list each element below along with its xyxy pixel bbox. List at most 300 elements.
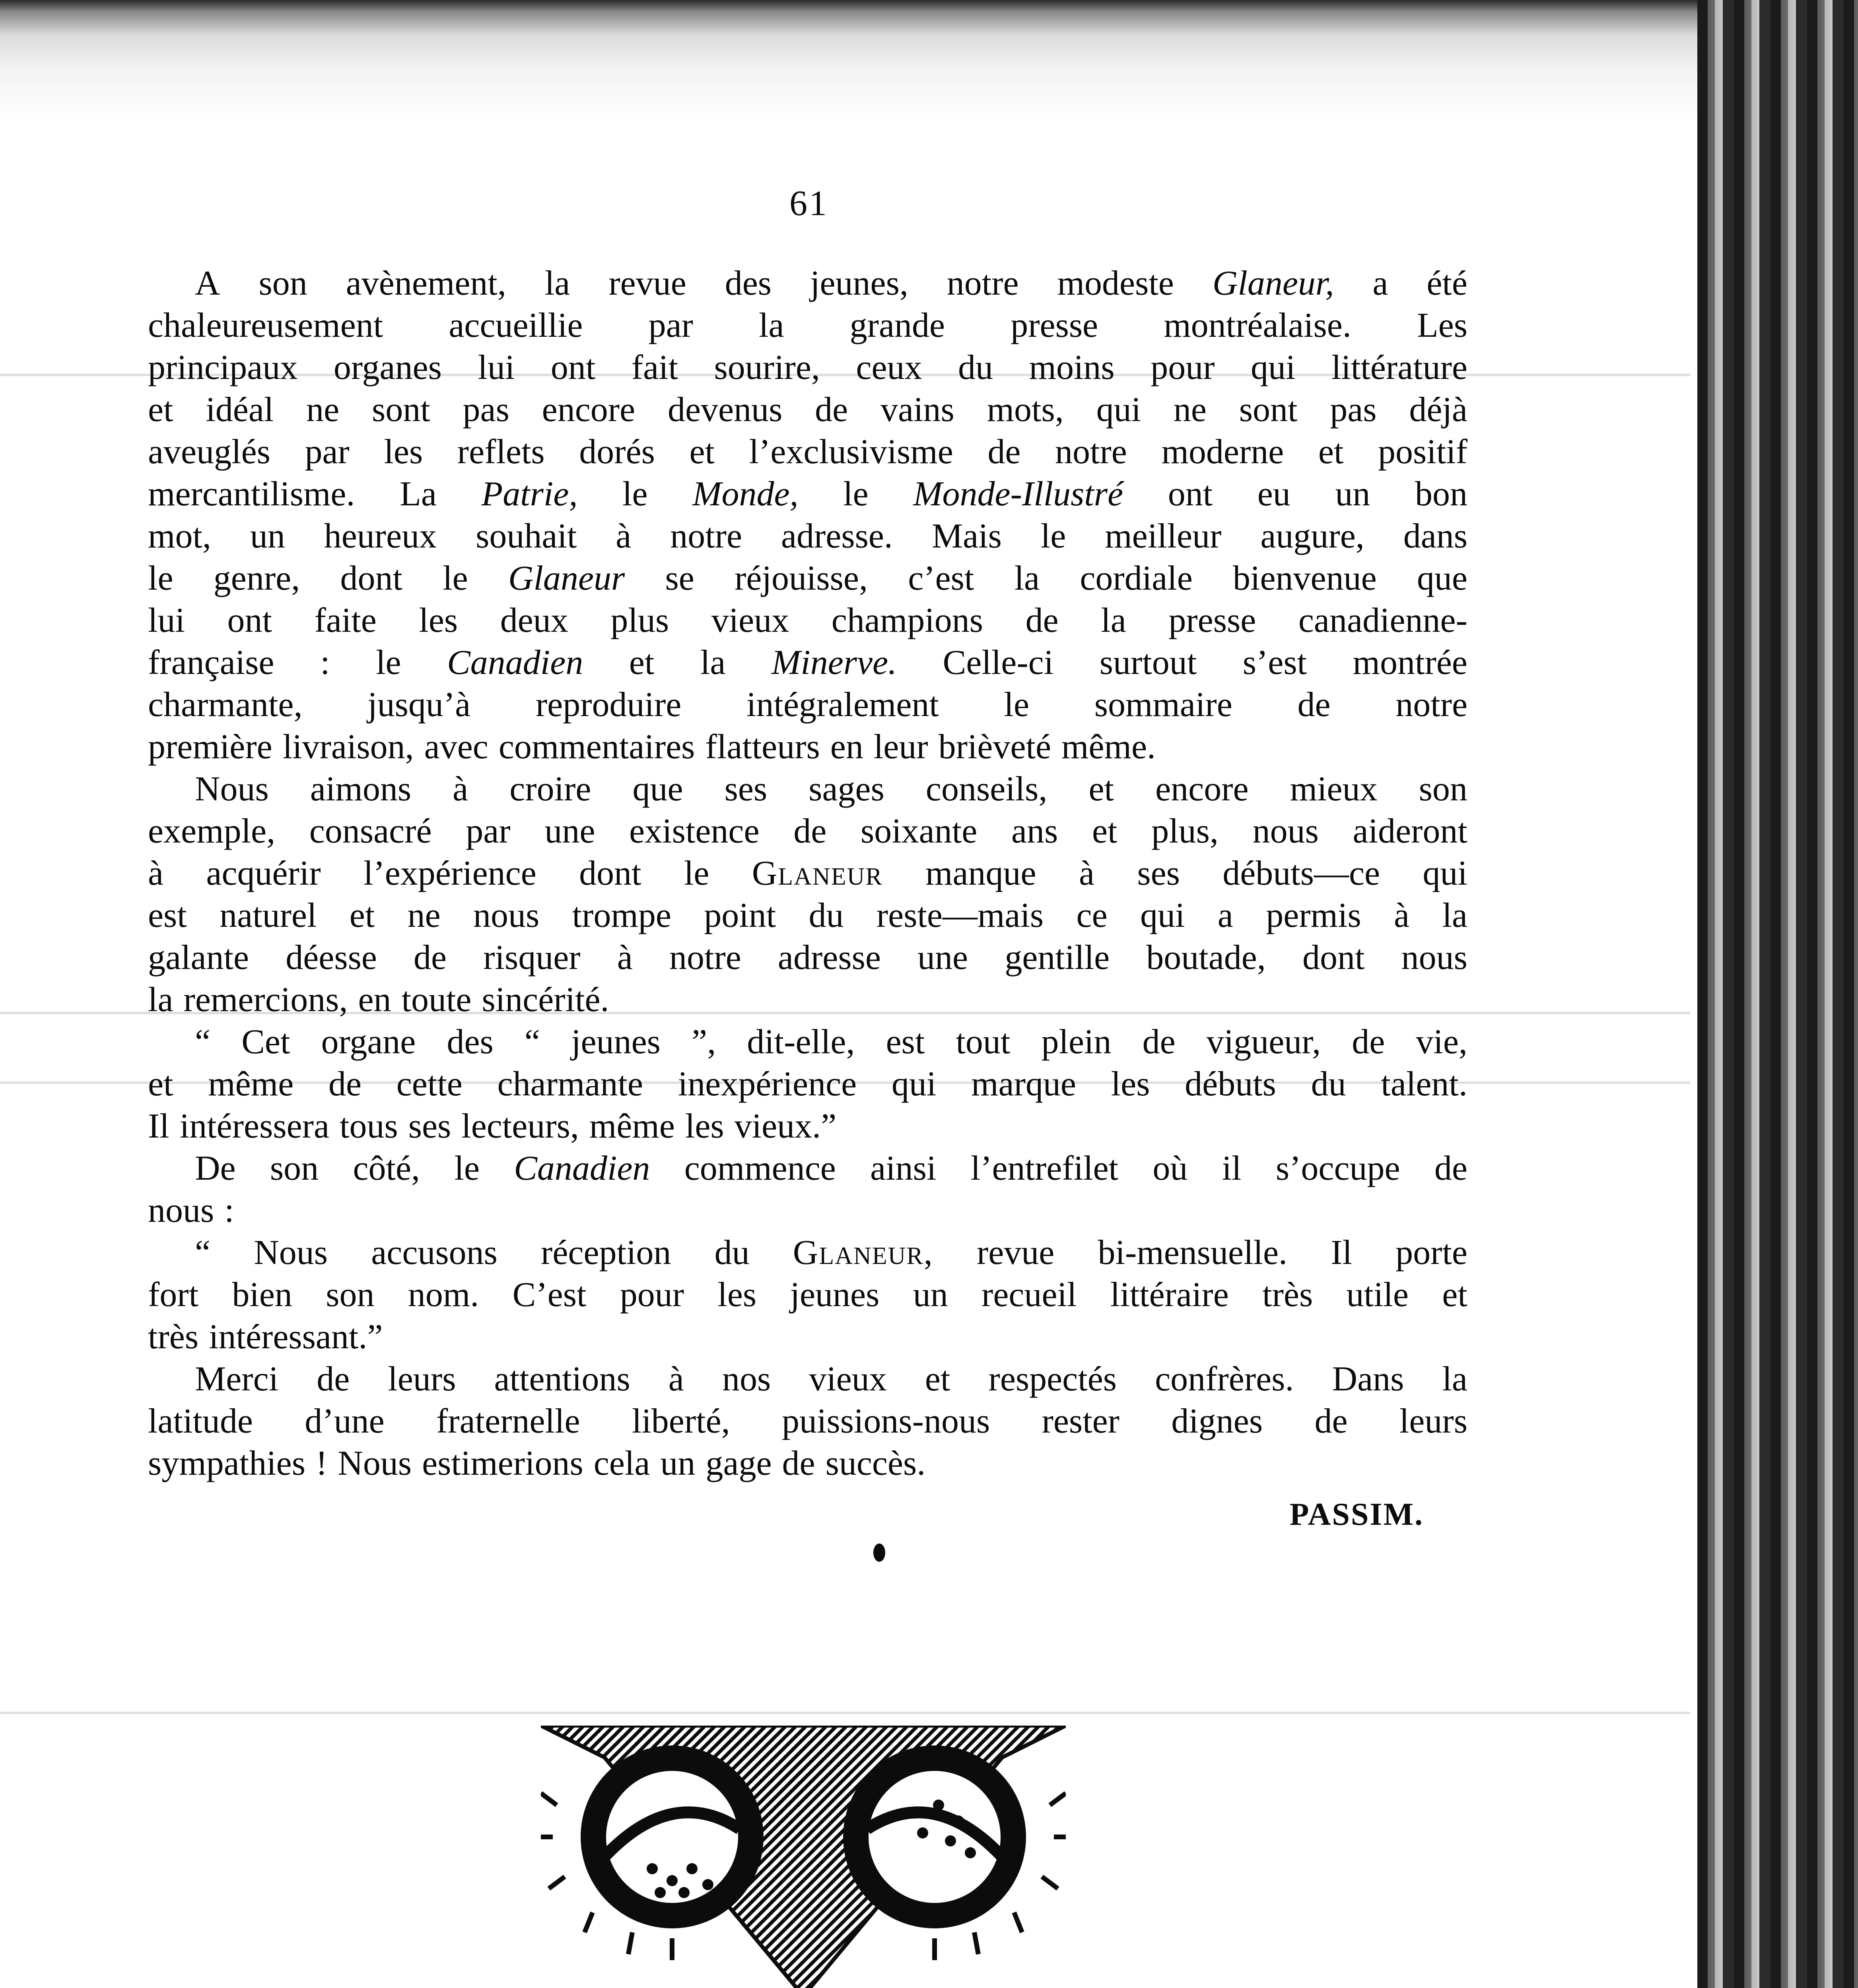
word: de [815,390,848,429]
word: le [1040,517,1066,555]
word: à [148,854,164,893]
word: Glaneur [508,559,625,598]
word: qui [891,1065,937,1103]
word: ! [315,1444,328,1483]
word: le [443,559,468,598]
word: à [616,517,632,555]
word: à [668,1360,684,1398]
word: jeunes [790,1276,880,1314]
word: manque [925,854,1036,893]
text-line [148,600,1467,642]
word: liberté, [632,1402,730,1441]
word: : [224,1191,234,1230]
word: plus, [1151,812,1219,850]
word: de [414,938,447,977]
signature-line [148,1493,1467,1536]
word: commence [684,1149,836,1188]
word: et [1318,433,1344,471]
word: littéraire [1110,1276,1229,1314]
word: plein [1041,1023,1112,1061]
word: dont [579,854,641,893]
word: lecteurs, [461,1107,579,1145]
word: nom. [408,1276,479,1314]
author-signature: PASSIM. [1289,1497,1424,1532]
word: l’entrefilet [970,1149,1119,1188]
word: aveuglés [148,433,270,471]
word: souhait [476,517,577,555]
word: positif [1378,433,1467,471]
word: le [684,854,709,893]
word: du [958,348,993,387]
word: sincérité. [482,980,609,1019]
word: charmante [497,1065,643,1103]
word: notre [1055,433,1127,471]
word: la [1442,896,1467,935]
word: vie, [1416,1023,1467,1061]
word: de [1142,1023,1176,1061]
word: brièveté [938,728,1051,766]
word: la [1101,601,1126,640]
word: avènement, [346,264,506,303]
word: genre, [213,559,300,598]
word: les [1111,1065,1150,1103]
text-line [148,347,1467,389]
text-line [148,1063,1467,1105]
word: l’exclusivisme [749,433,953,471]
word: le [622,475,648,513]
word: “ [195,1023,211,1061]
word: et [148,390,173,429]
text-line [148,642,1467,684]
word: livraison, [282,728,414,766]
word: ont [1168,475,1213,513]
word: puissions-nous [782,1402,990,1441]
word: sourire, [714,348,820,387]
word: ses [1137,854,1180,893]
word: encore [542,390,636,429]
word: risquer [483,938,581,977]
word: à [1394,896,1410,935]
word: talent. [1381,1065,1467,1103]
word: à [453,770,468,808]
word: et [1088,770,1114,808]
word: jeunes, [810,264,908,303]
word: les [384,433,423,471]
word: succès. [825,1444,926,1483]
text-line [148,1400,1467,1442]
word: dignes [1171,1402,1263,1441]
word: de [328,1065,362,1103]
word: meilleur [1105,517,1222,555]
word: inexpérience [678,1065,857,1103]
word: du [1311,1065,1346,1103]
word: la [759,306,784,345]
word: fait [631,348,678,387]
word: naturel [220,896,317,935]
word: intéressant.” [209,1318,383,1356]
word: presse [1168,601,1256,640]
word: reste—mais [876,896,1044,935]
word: Monde-Illustré [913,475,1123,513]
word: charmante, [148,685,303,724]
word: le [454,1149,480,1188]
word: ne [407,896,441,935]
word: ans [1011,812,1058,850]
word: par [466,812,511,850]
word: moderne [1161,433,1284,471]
word: intéressera [179,1107,329,1145]
word: pour [620,1276,684,1314]
word: même [208,1065,294,1103]
word: et [629,643,655,682]
word: Minerve. [771,643,897,682]
word: De [195,1149,236,1188]
word: un [660,1444,696,1483]
word: qui [1140,896,1185,935]
word: revue [608,264,686,303]
word: mercantilisme. [148,475,355,513]
word: son [326,1276,375,1314]
word: deux [500,601,568,640]
word: boutade, [1146,938,1266,977]
word: la [700,643,726,682]
word: cela [593,1444,650,1483]
word: mot, [148,517,211,555]
word: organes [333,348,442,387]
word: tous [340,1107,398,1145]
word: La [400,475,437,513]
word: à [617,938,633,977]
word: notre [1395,685,1467,724]
word: son [270,1149,319,1188]
scanned-page-top-edge [0,0,1702,119]
word: bon [1415,475,1467,513]
word: organe [321,1023,416,1061]
word: reflets [457,433,545,471]
word: vieux [809,1360,887,1398]
word: trompe [572,896,671,935]
text-line [148,852,1467,895]
word: chaleureusement [148,306,383,345]
word: du [714,1233,750,1272]
word: toute [401,980,472,1019]
word: et [1442,1276,1467,1314]
word: respectés [988,1360,1117,1398]
word: a [1372,264,1388,303]
word: jusqu’à [367,685,471,724]
text-line [148,768,1467,810]
word: est [886,1023,925,1061]
word: bienvenue [1233,559,1377,598]
word: sages [809,770,884,808]
page-stack-edges [1697,0,1858,1988]
word: Glaneur [752,854,883,893]
word: déjà [1409,390,1467,429]
word: c’est [908,559,974,598]
word: Patrie, [481,475,578,513]
word: vains [880,390,954,429]
word: et [148,1065,173,1103]
word: principaux [148,348,298,387]
text-line [148,726,1467,768]
word: encore [1155,770,1249,808]
word: augure, [1260,517,1364,555]
word: des [447,1023,494,1061]
word: se [665,559,694,598]
text-line [148,684,1467,726]
word: et [349,896,375,935]
word: sympathies [148,1444,305,1483]
word: les [685,1107,724,1145]
word: son [258,264,307,303]
word: leurs [1399,1402,1467,1441]
word: débuts [1185,1065,1276,1103]
word: confrères. [1155,1360,1294,1398]
word: idéal [206,390,274,429]
word: en [830,728,863,766]
word: montréalaise. [1164,306,1351,345]
text-line [148,1147,1467,1190]
word: dans [1403,517,1467,555]
word: point [704,896,776,935]
text-line [148,515,1467,557]
text-line [148,979,1467,1021]
word: revue [976,1233,1055,1272]
word: un [250,517,285,555]
word: devenus [667,390,783,429]
word: pas [463,390,509,429]
scan-artifact-line [0,1712,1690,1714]
word: presse [1011,306,1098,345]
word: accueillie [449,306,583,345]
word: gage [705,1444,772,1483]
word: croire [509,770,591,808]
word: le [1004,685,1030,724]
text-line [148,1316,1467,1358]
word: de [782,1444,815,1483]
word: de [1314,1402,1348,1441]
word: par [648,306,693,345]
word: même [589,1107,675,1145]
word: marque [971,1065,1076,1103]
word: sont [372,390,430,429]
word: nous [473,896,540,935]
word: ce [1076,896,1108,935]
word: sont [1239,390,1298,429]
word: C’est [512,1276,587,1314]
word: cordiale [1080,559,1193,598]
word: et [1092,812,1118,850]
word: ont [550,348,596,387]
word: canadienne- [1298,601,1467,640]
word: Glaneur, [793,1233,933,1272]
word: de [987,433,1021,471]
text-line [148,1190,1467,1232]
word: ne [1173,390,1207,429]
word: de [1352,1023,1385,1061]
word: ainsi [870,1149,937,1188]
word: ”, [692,1023,716,1061]
word: Il [1331,1233,1352,1272]
word: les [717,1276,757,1314]
word: remercions, [183,980,348,1019]
word: par [305,433,350,471]
word: réjouisse, [735,559,868,598]
word: existence [629,812,760,850]
word: conseils, [925,770,1048,808]
word: mieux [1290,770,1378,808]
word: ne [306,390,340,429]
word: permis [1266,896,1361,935]
word: galante [148,938,249,977]
word: a [1217,896,1233,935]
word: bi-mensuelle. [1098,1233,1288,1272]
word: la [1014,559,1040,598]
word: moins [1029,348,1115,387]
word: Mais [931,517,1002,555]
word: où [1153,1149,1188,1188]
word: la [544,264,570,303]
word: Les [1417,306,1467,345]
word: les [419,601,458,640]
article-body [148,262,1467,1536]
word: des [725,264,772,303]
word: nous [1252,812,1319,850]
word: pas [1330,390,1377,429]
word: Il [148,1107,169,1145]
word: recueil [981,1276,1077,1314]
word: débuts—ce [1222,854,1380,893]
word: de [1025,601,1059,640]
word: ses [724,770,768,808]
word: avec [424,728,488,766]
word: montrée [1353,643,1467,682]
word: côté, [353,1149,420,1188]
word: faite [314,601,377,640]
word: ont [227,601,272,640]
word: très [148,1318,199,1356]
word: une [544,812,595,850]
word: été [1427,264,1467,303]
word: dorés [579,433,655,471]
word: le [376,643,401,682]
word: fraternelle [436,1402,580,1441]
word: d’une [305,1402,385,1441]
word: il [1222,1149,1242,1188]
text-line [148,1232,1467,1274]
word: reproduire [535,685,682,724]
text-line [148,473,1467,515]
word: ses [408,1107,451,1145]
word: qui [1251,348,1296,387]
word: Monde, [692,475,799,513]
word: une [917,938,968,977]
word: fort [148,1276,199,1314]
word: un [913,1276,948,1314]
word: vieux.” [734,1107,837,1145]
word: s’occupe [1275,1149,1400,1188]
word: adresse. [781,517,893,555]
word: en [358,980,391,1019]
word: notre [946,264,1019,303]
word: à [1079,854,1094,893]
word: et [689,433,715,471]
word: estimerions [422,1444,583,1483]
word: la [148,980,173,1019]
word: de [317,1360,350,1398]
word: porte [1395,1233,1467,1272]
word: l’expérience [363,854,536,893]
word: rester [1042,1402,1119,1441]
word: vieux [711,601,789,640]
word: dit-elle, [747,1023,855,1061]
word: bien [232,1276,292,1314]
word: et [925,1360,950,1398]
word: flatteurs [705,728,820,766]
text-line [148,1274,1467,1316]
word: intégralement [746,685,939,724]
word: Merci [195,1360,279,1398]
word: heureux [324,517,437,555]
word: dont [1302,938,1365,977]
word: du [809,896,844,935]
word: mots, [987,390,1064,429]
word: A [195,264,220,303]
word: que [1417,559,1467,598]
word: Nous [338,1444,412,1483]
text-line [148,895,1467,937]
word: le [843,475,869,513]
text-line [148,810,1467,852]
word: surtout [1099,643,1197,682]
word: de [1434,1149,1467,1188]
word: vigueur, [1206,1023,1321,1061]
word: sommaire [1094,685,1232,724]
word: accusons [371,1233,498,1272]
word: lui [478,348,515,387]
word: déesse [286,938,377,977]
word: aimons [310,770,412,808]
word: lui [148,601,185,640]
word: aideront [1353,812,1467,850]
word: nos [722,1360,771,1398]
word: leur [873,728,928,766]
text-line [148,262,1467,305]
word: acquérir [206,854,321,893]
word: Nous [195,770,269,808]
word: adresse [777,938,881,977]
word: que [632,770,683,808]
word: notre [669,938,741,977]
text-line [148,305,1467,347]
word: soixante [860,812,978,850]
word: Canadien [514,1149,650,1188]
text-line [148,557,1467,600]
word: Cet [241,1023,290,1061]
text-line [148,431,1467,473]
word: française [148,643,274,682]
word: un [1335,475,1370,513]
word: jeunes [571,1023,661,1061]
word: : [320,643,330,682]
word: “ [524,1023,540,1061]
word: tout [956,1023,1011,1061]
text-line [148,937,1467,979]
word: utile [1346,1276,1409,1314]
text-line [148,1442,1467,1485]
text-lines [148,262,1467,1485]
word: eu [1257,475,1290,513]
